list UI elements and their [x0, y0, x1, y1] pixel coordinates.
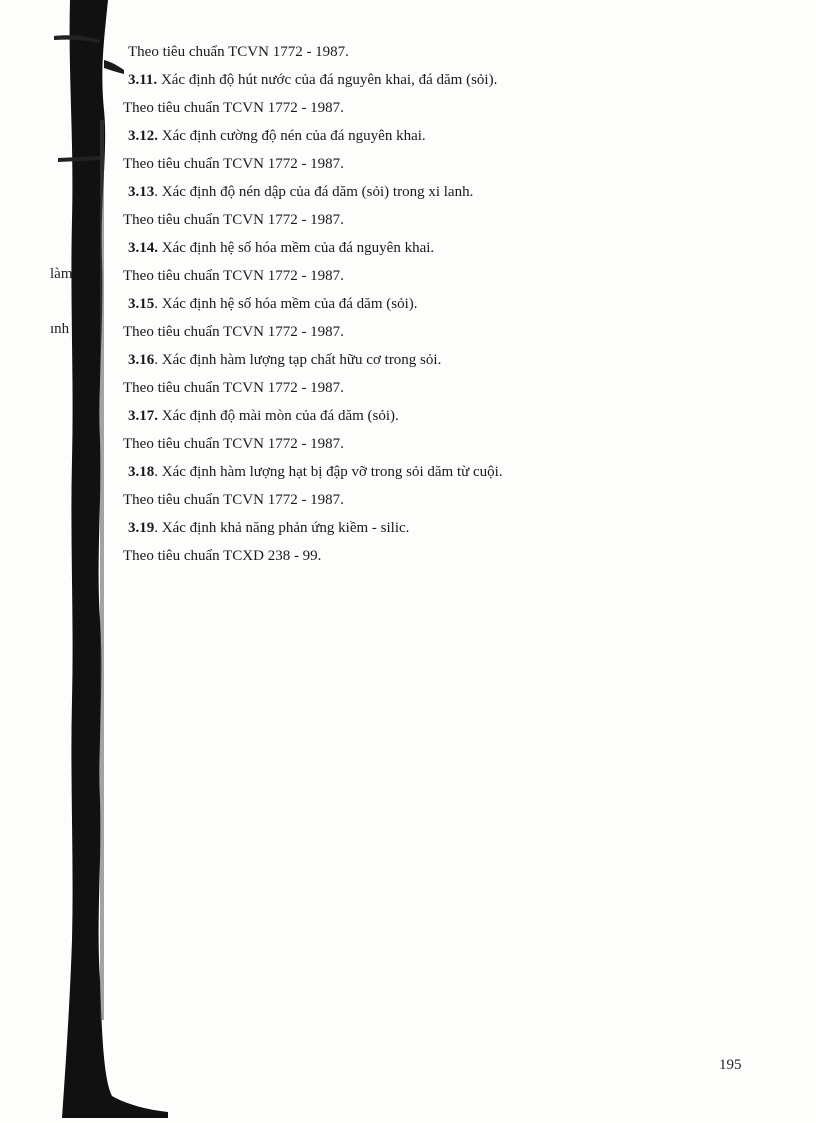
page-number: 195 [719, 1057, 742, 1073]
section-heading [123, 290, 763, 318]
line-text: Theo tiêu chuẩn TCVN 1772 - 1987. [128, 44, 349, 60]
standard-line [123, 38, 763, 66]
section-heading [123, 402, 763, 430]
line-text: Theo tiêu chuẩn TCVN 1772 - 1987. [123, 268, 344, 284]
standard-line [123, 374, 763, 402]
standard-line [123, 430, 763, 458]
margin-fragment-top: làm [50, 266, 73, 282]
section-number: 3.15 [128, 296, 155, 312]
section-title: . Xác định hàm lượng tạp chất hữu cơ trong sỏi. [154, 352, 442, 368]
section-title: . Xác định hệ số hóa mềm của đá dăm (sỏi). [154, 296, 418, 312]
standard-line [123, 486, 763, 514]
line-text: Theo tiêu chuẩn TCVN 1772 - 1987. [123, 324, 344, 340]
section-heading [123, 346, 763, 374]
standard-line [123, 542, 763, 570]
section-title: Xác định độ hút nước của đá nguyên khai, đá dăm (sỏi). [157, 72, 498, 88]
section-number: 3.19 [128, 520, 155, 536]
section-heading [123, 66, 763, 94]
section-number: 3.12. [128, 128, 158, 144]
body-text [123, 38, 763, 570]
standard-line [123, 262, 763, 290]
section-title: . Xác định khả năng phản ứng kiềm - silic. [154, 520, 410, 536]
section-number: 3.11. [128, 72, 158, 88]
section-title: Xác định hệ số hóa mềm của đá nguyên khai. [158, 240, 435, 256]
line-text: Theo tiêu chuẩn TCVN 1772 - 1987. [123, 436, 344, 452]
section-heading [123, 122, 763, 150]
section-number: 3.17. [128, 408, 158, 424]
standard-line [123, 318, 763, 346]
section-title: Xác định cường độ nén của đá nguyên khai. [158, 128, 426, 144]
line-text: Theo tiêu chuẩn TCVN 1772 - 1987. [123, 212, 344, 228]
line-text: Theo tiêu chuẩn TCVN 1772 - 1987. [123, 100, 344, 116]
section-number: 3.13 [128, 184, 155, 200]
section-title: Xác định độ mài mòn của đá dăm (sỏi). [158, 408, 399, 424]
standard-line [123, 94, 763, 122]
line-text: Theo tiêu chuẩn TCXD 238 - 99. [123, 548, 322, 564]
margin-fragment-bottom: ınh [50, 321, 70, 337]
line-text: Theo tiêu chuẩn TCVN 1772 - 1987. [123, 380, 344, 396]
standard-line [123, 150, 763, 178]
section-heading [123, 514, 763, 542]
section-number: 3.16 [128, 352, 155, 368]
section-title: . Xác định hàm lượng hạt bị đập vỡ trong sỏi dăm từ cuội. [154, 464, 503, 480]
section-heading [123, 234, 763, 262]
section-heading [123, 178, 763, 206]
section-number: 3.14. [128, 240, 158, 256]
section-heading [123, 458, 763, 486]
standard-line [123, 206, 763, 234]
line-text: Theo tiêu chuẩn TCVN 1772 - 1987. [123, 492, 344, 508]
line-text: Theo tiêu chuẩn TCVN 1772 - 1987. [123, 156, 344, 172]
section-title: . Xác định độ nén dập của đá dăm (sỏi) trong xi lanh. [154, 184, 474, 200]
section-number: 3.18 [128, 464, 155, 480]
